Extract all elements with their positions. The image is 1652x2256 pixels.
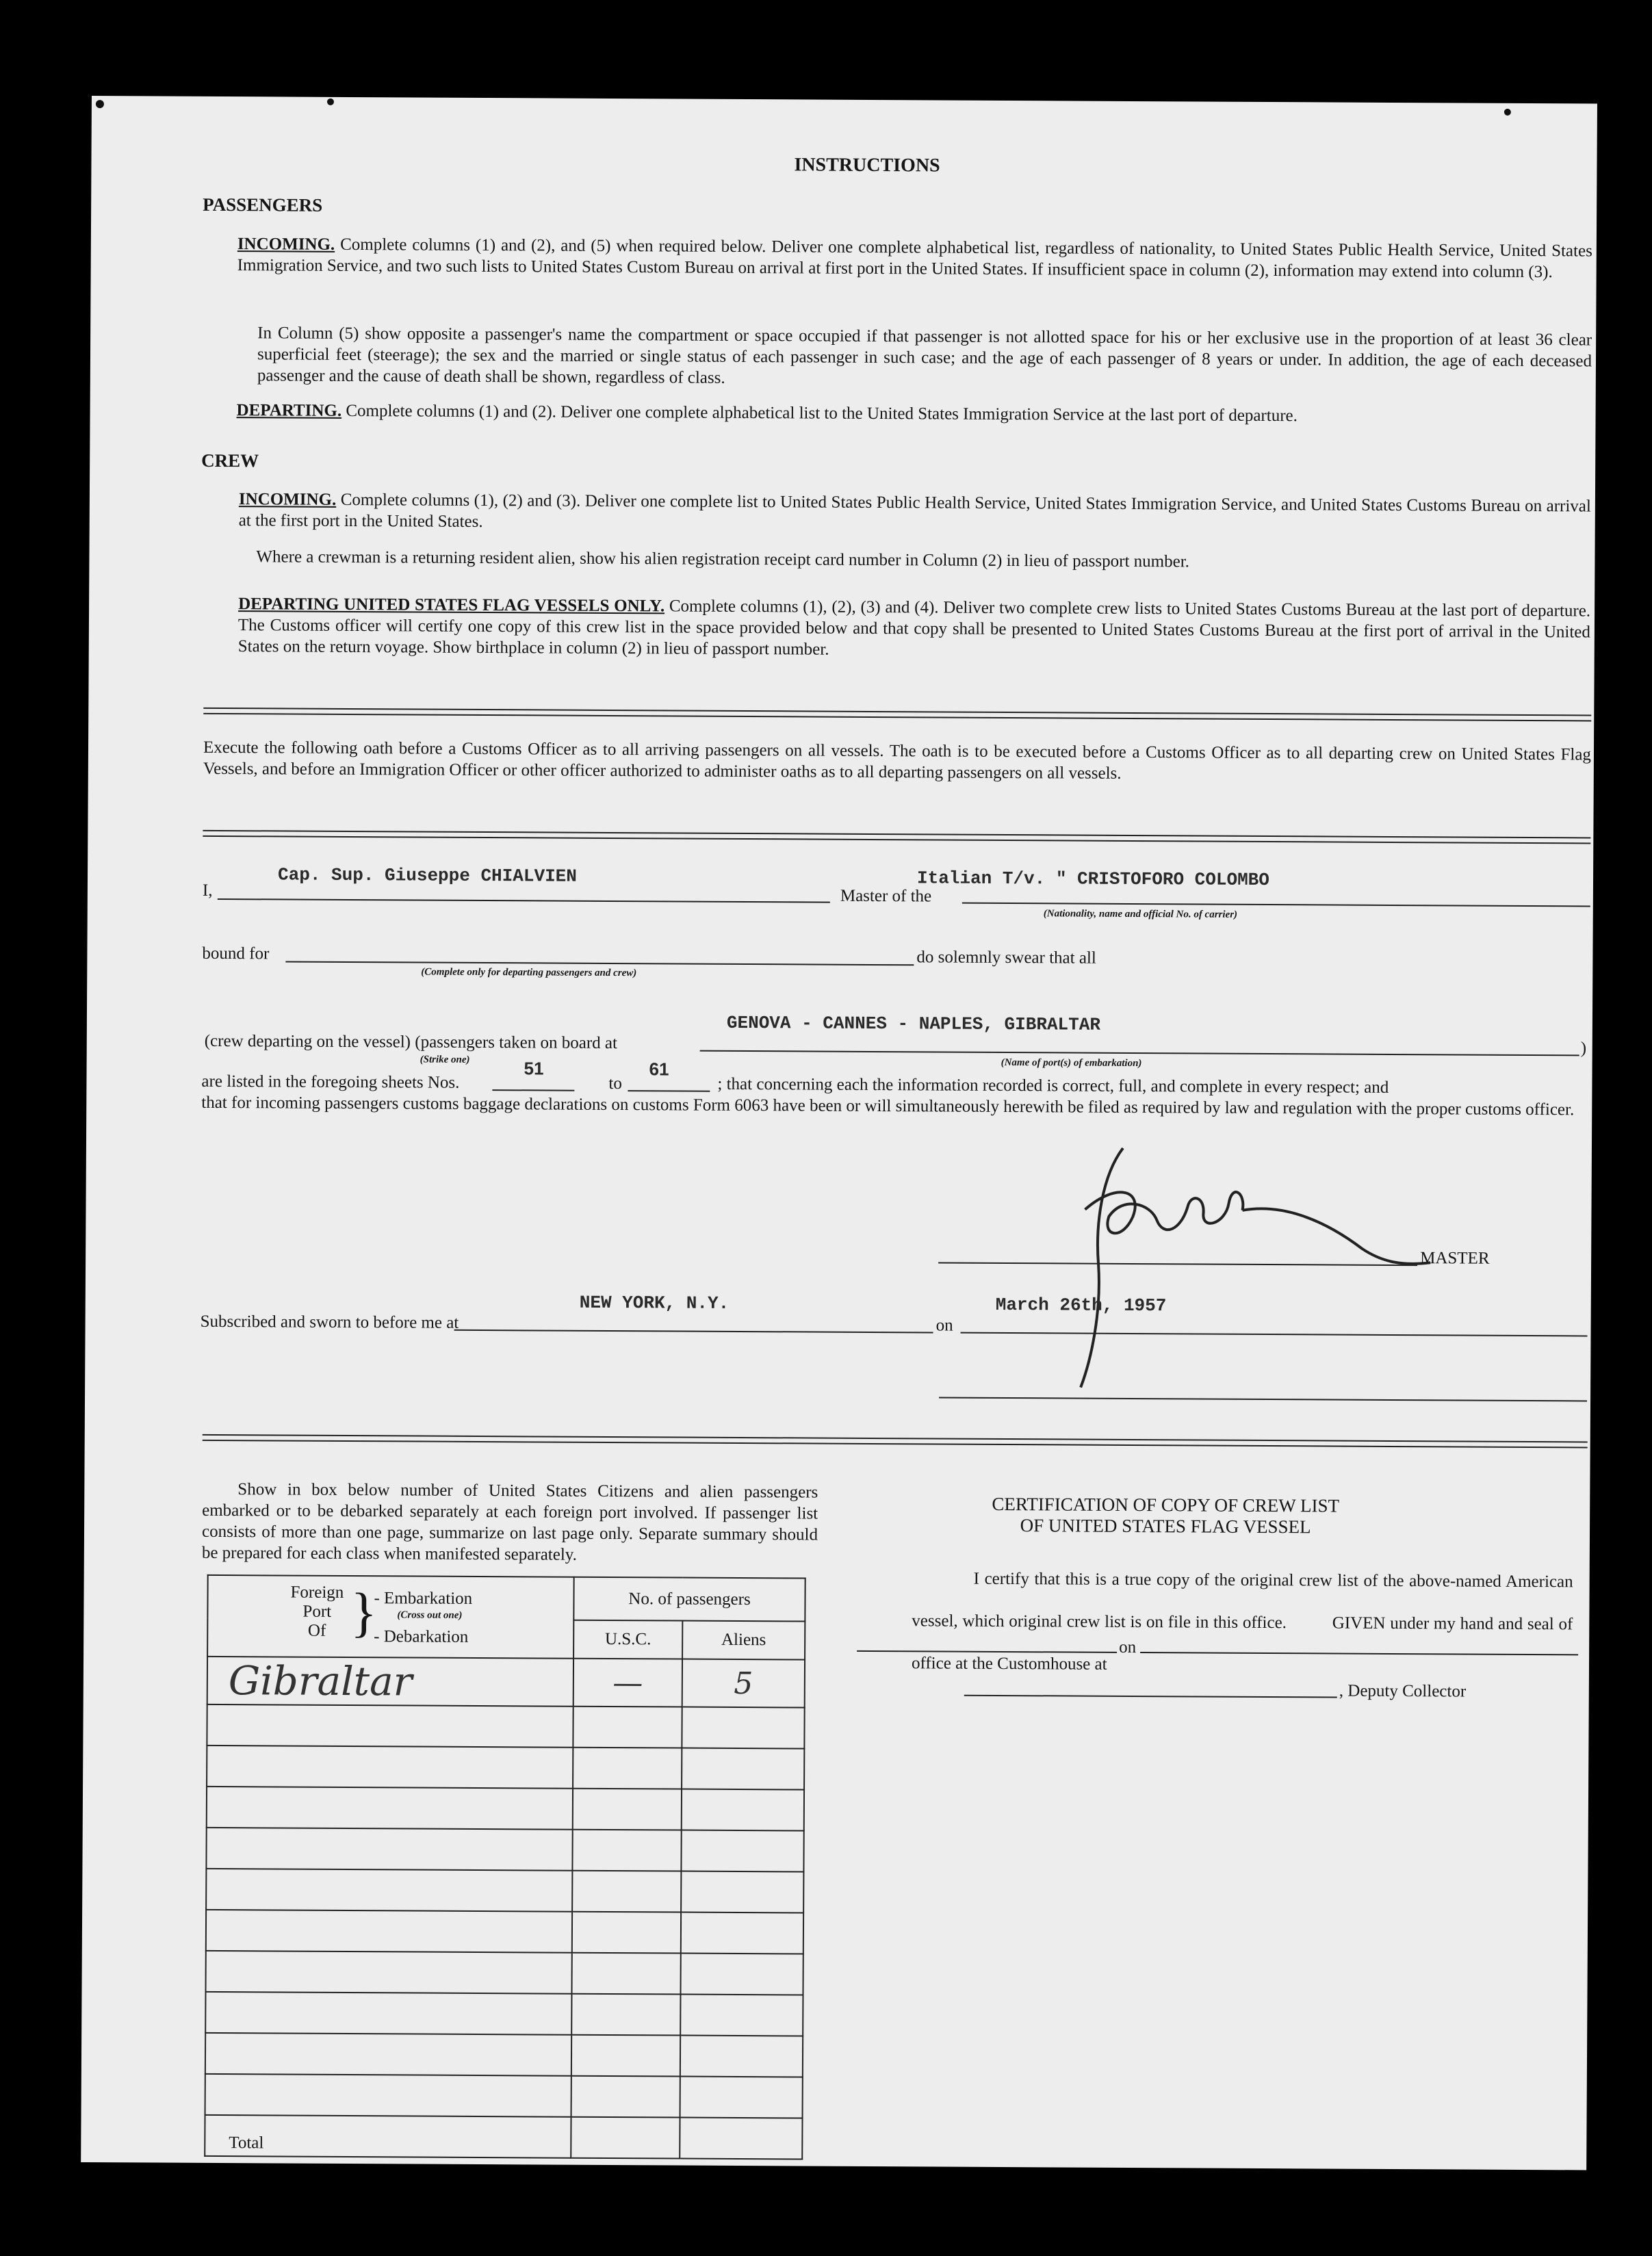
sworn-place-line [454, 1330, 933, 1334]
table-row [205, 2074, 803, 2118]
crew-incoming-label: INCOMING. [238, 490, 337, 509]
customs-form-paragraph: that for incoming passengers customs baggage declarations on customs Form 6063 have been or will simultaneously herewith be filed as required by law and regulation with the proper customs officer. [201, 1093, 1575, 1119]
port-header-of: Of [307, 1621, 326, 1640]
crew-incoming-paragraph [239, 489, 1591, 538]
crew-incoming-text: Complete columns (1), (2) and (3). Deliver one complete list to United States Public Health Service, United States Immigration Service, and United States Customs Bureau on arrival at the first port in the United States. [238, 490, 1591, 532]
table-row [206, 1910, 803, 1954]
vessel-line [962, 903, 1590, 907]
certification-title [919, 1493, 1412, 1538]
instructions-title: INSTRUCTIONS [794, 154, 940, 177]
returning-resident-paragraph: Where a crewman is a returning resident alien, show his alien registration receipt card number in Column (2) in lieu of passport number. [256, 547, 1190, 571]
certification-text [912, 1557, 1573, 1688]
table-row [205, 1992, 803, 2036]
crew-departing-label: DEPARTING UNITED STATES FLAG VESSELS ONLY. [238, 595, 665, 616]
aliens-cell: 5 [682, 1659, 805, 1708]
port-header-label [290, 1583, 344, 1641]
table-row [206, 1869, 803, 1913]
deputy-collector-label: , Deputy Collector [1339, 1681, 1467, 1701]
passenger-summary-table [204, 1574, 805, 2160]
passengers-incoming-text: Complete columns (1) and (2), and (5) when required below. Deliver one complete alphabetical list, regardless of nationality, to United States Public Health Service, United States Immigration Service, and two such lists to United States Custom Bureau on arrival at first port in the United States. If insufficient space in column (2), information may extend into column (3). [237, 235, 1592, 282]
oath-instruction-paragraph: Execute the following oath before a Customs Officer as to all arriving passengers on all vessels. The oath is to be executed before a Customs Officer as to all departing crew on United States Flag Vessels, and before an Immigration Officer or other officer authorized to administer oaths as to all departing passengers on all vessels. [203, 738, 1592, 783]
table-row [205, 1951, 803, 1995]
port-header-cell [207, 1575, 574, 1659]
master-name-line [218, 898, 830, 903]
sworn-date-value: March 26th, 1957 [995, 1294, 1167, 1317]
table-row [207, 1787, 804, 1831]
column5-paragraph: In Column (5) show opposite a passenger's name the compartment or space occupied if that passenger is not allotted space for his or her exclusive use in the proportion of at least 36 clear superficial feet (steerage); the sex and the married or single status of each passenger in such case; and the age of each passenger of 8 years or under. In addition, the age of each deceased passenger and the cause of death shall be shown, regardless of class. [257, 324, 1592, 387]
passengers-incoming-label: INCOMING. [237, 235, 335, 254]
passengers-incoming-paragraph [237, 233, 1592, 283]
sheet-to-value: 61 [649, 1059, 669, 1080]
passengers-heading: PASSENGERS [203, 194, 323, 216]
bound-for-line [285, 961, 914, 966]
master-name-value: Cap. Sup. Giuseppe CHIALVIEN [277, 864, 577, 887]
bound-for-caption: (Complete only for departing passengers and crew) [421, 966, 637, 979]
swear-label: do solemnly swear that all [916, 948, 1096, 968]
certification-title-line2: OF UNITED STATES FLAG VESSEL [1020, 1515, 1311, 1538]
port-value: GENOVA - CANNES - NAPLES, GIBRALTAR [726, 1012, 1101, 1035]
usc-header: U.S.C. [573, 1620, 682, 1659]
master-of-the-label: Master of the [840, 886, 932, 906]
passengers-departing-text: Complete columns (1) and (2). Deliver one complete alphabetical list to the United States Immigration Service at the last port of departure. [346, 401, 1298, 426]
certification-title-line1: CERTIFICATION OF COPY OF CREW LIST [992, 1493, 1340, 1516]
bound-for-label: bound for [202, 944, 270, 963]
sworn-label: Subscribed and sworn to before me at [200, 1312, 459, 1332]
usc-cell: — [573, 1659, 682, 1707]
deputy-collector-line [964, 1695, 1337, 1698]
passengers-departing-label: DEPARTING. [236, 401, 342, 420]
crew-departing-label: (crew departing on the vessel) (passengers taken on board at [204, 1031, 618, 1053]
total-label: Total [205, 2115, 571, 2158]
on-label: on [1119, 1637, 1137, 1657]
master-label: MASTER [1420, 1249, 1490, 1268]
sheet-to-line [628, 1090, 710, 1092]
punch-mark [96, 100, 104, 108]
aliens-header: Aliens [682, 1621, 805, 1660]
total-row [205, 2115, 802, 2160]
crew-departing-paragraph [238, 593, 1590, 664]
to-label: to [608, 1074, 622, 1093]
sheets-continuation: ; that concerning each the information recorded is correct, full, and complete in every respect; and [717, 1074, 1389, 1097]
vessel-caption: (Nationality, name and official No. of carrier) [1043, 908, 1238, 920]
table-row [205, 2033, 803, 2077]
sheets-label: are listed in the foregoing sheets Nos. [201, 1072, 460, 1092]
port-cell: Gibraltar [207, 1657, 573, 1707]
closing-paren: ) [1580, 1039, 1587, 1058]
form-sheet [81, 96, 1597, 2170]
sworn-place-value: NEW YORK, N.Y. [579, 1292, 730, 1314]
crew-departing-text: Complete columns (1), (2), (3) and (4). Deliver two complete crew lists to United States Customs Bureau at the last port of departure. The Customs officer will certify one copy of this crew list in the space provided below and that copy shall be presented to United States Customs Bureau at the first port of arrival in the United States on the return voyage. Show birthplace in column (2) in lieu of passport number. [237, 597, 1591, 659]
port-caption: (Name of port(s) of embarkation) [1001, 1056, 1142, 1069]
vessel-value: Italian T/v. " CRISTOFORO COLOMBO [916, 868, 1269, 891]
port-line [700, 1050, 1579, 1056]
certification-given-text: GIVEN under my hand and seal of office at the Customhouse at [911, 1613, 1573, 1674]
sheet-from-value: 51 [524, 1058, 544, 1079]
brace: } [350, 1583, 378, 1644]
punch-mark [327, 99, 334, 105]
on-label: on [935, 1316, 953, 1335]
cross-out-caption: (Cross out one) [397, 1609, 463, 1621]
debarkation-label: - Debarkation [374, 1627, 469, 1646]
table-row [207, 1746, 804, 1790]
table-row [207, 1657, 805, 1708]
summary-instructions-text: Show in box below number of United States Citizens and alien passengers embarked or to be debarked separately at each foreign port involved. If passenger list consists of more than one page, summarize on last page only. Separate summary should be prepared for each class when manifested separately. [201, 1480, 818, 1564]
sheet-from-line [492, 1089, 574, 1091]
oath-i-label: I, [202, 881, 213, 900]
port-header-port: Port [302, 1602, 332, 1621]
passengers-departing-paragraph [237, 400, 1592, 428]
certification-certify-text: I certify that this is a true copy of the original crew list of the above-named American vessel, which original crew list is on file in this office. [912, 1569, 1573, 1633]
table-row [207, 1704, 804, 1749]
crew-heading: CREW [201, 450, 259, 471]
embarkation-label: - Embarkation [374, 1589, 473, 1608]
strike-one-caption: (Strike one) [420, 1054, 470, 1065]
table-row [206, 1828, 803, 1872]
summary-instructions [202, 1479, 818, 1567]
port-header-foreign: Foreign [290, 1583, 344, 1602]
punch-mark [1504, 109, 1511, 116]
passenger-count-header: No. of passengers [573, 1577, 805, 1622]
